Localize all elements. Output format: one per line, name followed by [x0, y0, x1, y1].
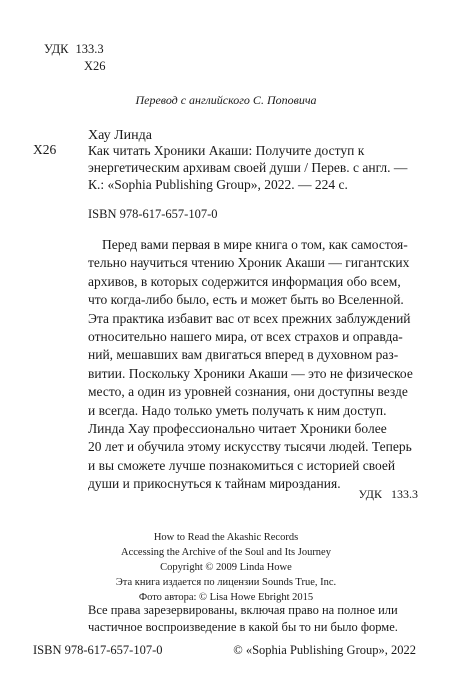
author-heading: Хау Линда	[88, 128, 152, 143]
bib-line: энергетическим архивам своей души / Перев. с англ. —	[88, 160, 408, 175]
abstract-line: Перед вами первая в мире книга о том, как самостоя-	[102, 237, 408, 252]
abstract-line: души и прикоснуться к тайнам мироздания.	[88, 476, 341, 492]
original-copyright: Copyright © 2009 Linda Howe	[160, 562, 292, 573]
rights-notice	[88, 602, 398, 636]
abstract	[88, 236, 413, 494]
translator-credit: Перевод с английского С. Поповича	[135, 93, 317, 107]
copyright-block	[0, 530, 452, 605]
footer-isbn: ISBN 978-617-657-107-0	[33, 643, 163, 657]
bib-line: Как читать Хроники Акаши: Получите доступ к	[88, 143, 365, 158]
photo-credit: Фото автора: © Lisa Howe Ebright 2015	[138, 592, 314, 603]
abstract-line: витии. Поскольку Хроники Акаши — это не физическое	[88, 365, 413, 381]
abstract-line: и всегда. Надо только уметь получать к ним доступ.	[88, 402, 387, 418]
udk-label: УДК	[44, 42, 69, 56]
abstract-line: и вы сможете лучше познакомиться с историей своей	[88, 457, 396, 473]
rights-line: частичное воспроизведение в какой бы то ни было форме.	[88, 620, 398, 634]
footer-copyright: © «Sophia Publishing Group», 2022	[233, 643, 416, 657]
udk-header	[44, 41, 106, 75]
bibliographic-description	[88, 142, 407, 193]
rights-line: Все права зарезервированы, включая право на полное или	[88, 603, 398, 617]
udk-author-mark: Х26	[84, 59, 106, 73]
license-note: Эта книга издается по лицензии Sounds True, Inc.	[115, 577, 337, 588]
isbn-line: ISBN 978-617-657-107-0	[88, 207, 218, 221]
abstract-line: место, а один из уровней сознания, они доступны везде	[88, 384, 408, 400]
udk-bottom: УДК 133.3	[358, 487, 418, 501]
abstract-line: что когда-либо было, есть и может быть во Вселенной.	[88, 292, 404, 308]
abstract-line: Эта практика избавит вас от всех прежних заблуждений	[88, 310, 411, 326]
original-title: How to Read the Akashic Records	[153, 532, 299, 543]
abstract-line: ний, мешавших вам двигаться вперед в духовном раз-	[88, 347, 399, 363]
original-subtitle: Accessing the Archive of the Soul and Its Journey	[121, 547, 331, 558]
abstract-line: относительно нашего мира, от всех страхов и оправда-	[88, 329, 403, 345]
udk-code: 133.3	[75, 42, 104, 56]
abstract-line: тельно научиться чтению Хроник Акаши — гигантских	[88, 255, 410, 271]
abstract-line: 20 лет и обучила этому искусству тысячи людей. Теперь	[88, 439, 412, 455]
author-mark: Х26	[33, 142, 57, 157]
bib-line: К.: «Sophia Publishing Group», 2022. — 224 с.	[88, 177, 348, 192]
abstract-line: Линда Хау профессионально читает Хроники более	[88, 421, 387, 437]
abstract-line: архивов, в которых содержится информация обо всем,	[88, 273, 401, 289]
